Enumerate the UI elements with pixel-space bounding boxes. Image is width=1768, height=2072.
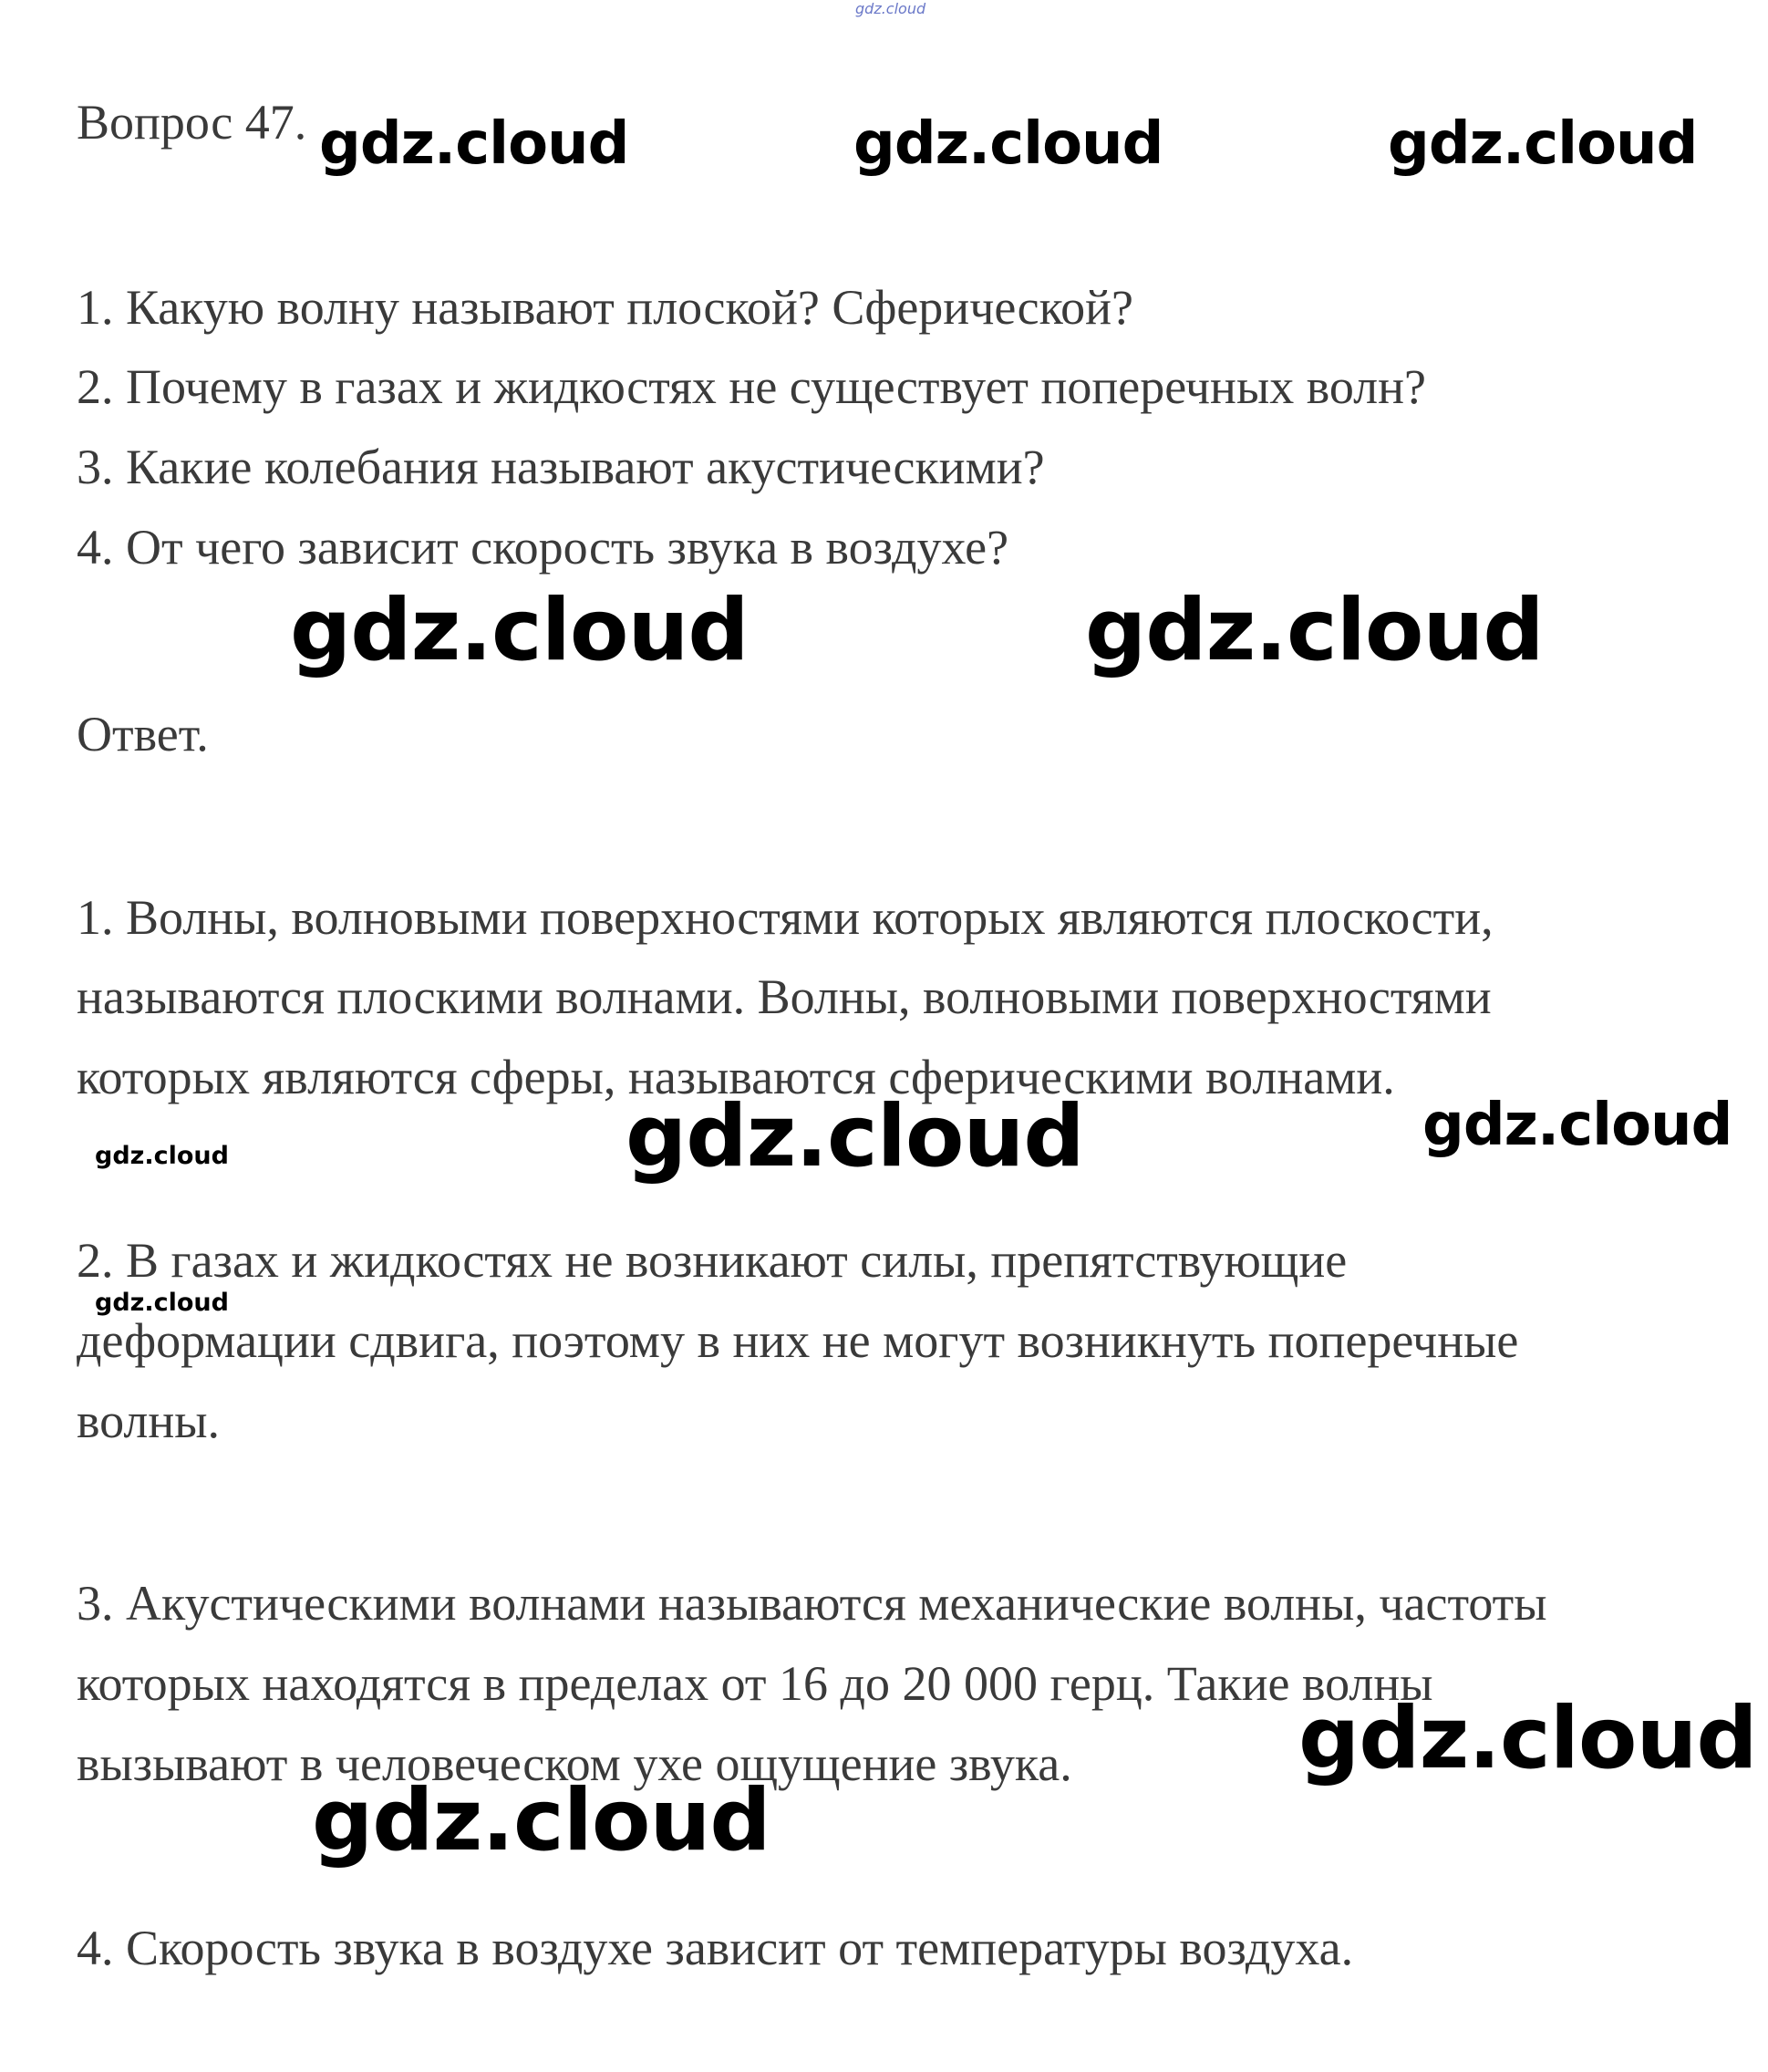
watermark: gdz.cloud (1085, 581, 1544, 680)
watermark: gdz.cloud (1298, 1689, 1757, 1788)
watermark: gdz.cloud (95, 1142, 229, 1170)
watermark: gdz.cloud (1422, 1092, 1732, 1159)
watermark: gdz.cloud (312, 1771, 770, 1870)
answer-line: которых являются сферы, называются сферическими волнами. (77, 1050, 1395, 1104)
question-item: 2. Почему в газах и жидкостях не существует поперечных волн? (77, 359, 1426, 414)
watermark: gdz.cloud (853, 110, 1163, 178)
answer-line: деформации сдвига, поэтому в них не могут возникнуть поперечные (77, 1313, 1519, 1368)
question-title: Вопрос 47. (77, 95, 307, 150)
answer-line: 3. Акустическими волнами называются механические волны, частоты (77, 1576, 1547, 1631)
question-item: 3. Какие колебания называют акустическими? (77, 440, 1045, 494)
answer-line: 2. В газах и жидкостях не возникают силы, препятствующие (77, 1233, 1348, 1288)
watermark: gdz.cloud (319, 110, 629, 178)
watermark-top: gdz.cloud (855, 0, 926, 17)
answer-line: которых находятся в пределах от 16 до 20 000 герц. Такие волны (77, 1656, 1433, 1711)
watermark: gdz.cloud (1388, 110, 1698, 178)
question-item: 1. Какую волну называют плоской? Сферической? (77, 280, 1133, 335)
answer-line: 1. Волны, волновыми поверхностями которых являются плоскости, (77, 890, 1494, 945)
watermark: gdz.cloud (290, 581, 749, 680)
answer-line: волны. (77, 1393, 221, 1448)
answer-line: вызывают в человеческом ухе ощущение звука. (77, 1736, 1072, 1791)
answer-line: называются плоскими волнами. Волны, волновыми поверхностями (77, 969, 1492, 1024)
answer-label: Ответ. (77, 707, 209, 761)
watermark: gdz.cloud (95, 1289, 229, 1317)
watermark: gdz.cloud (626, 1087, 1084, 1186)
answer-line: 4. Скорость звука в воздухе зависит от температуры воздуха. (77, 1921, 1354, 1975)
question-item: 4. От чего зависит скорость звука в воздухе? (77, 520, 1009, 575)
